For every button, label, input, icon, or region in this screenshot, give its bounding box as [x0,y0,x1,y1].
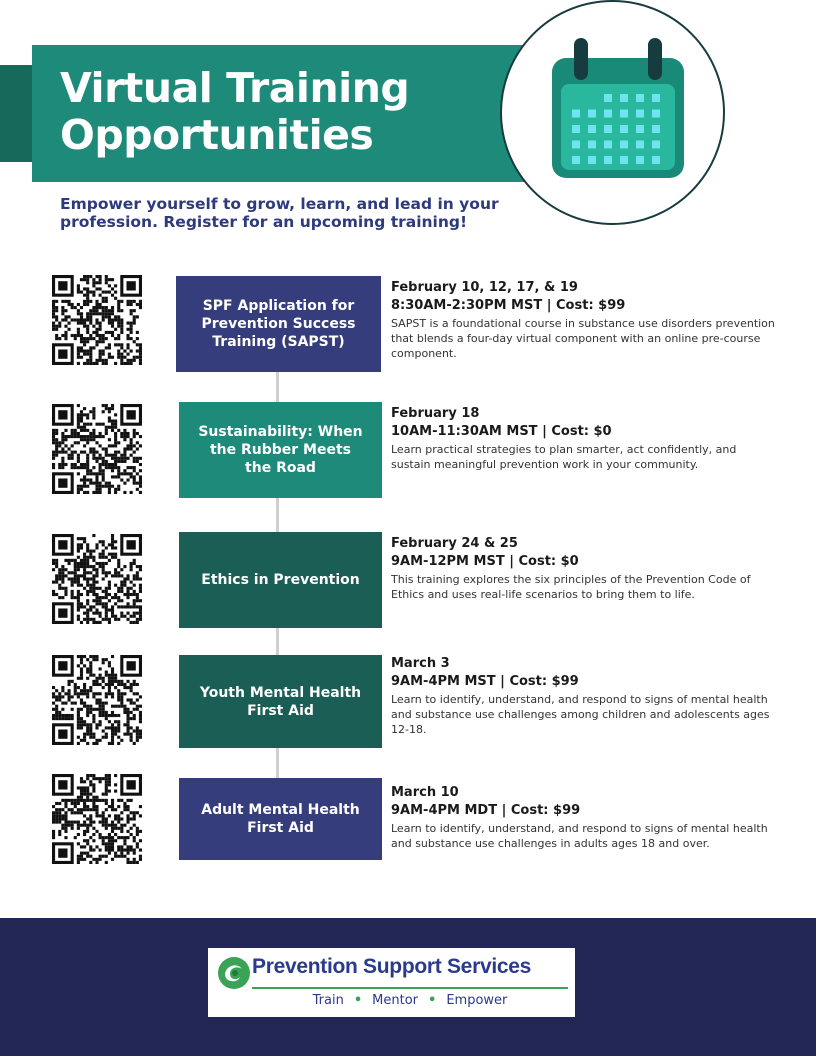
training-description: Learn to identify, understand, and respond to signs of mental health and substance use challenges in adults ages 18 and over. [391,822,768,850]
training-title-sapst: SPF Application for Prevention Success Training (SAPST) [176,276,381,372]
training-time-cost: 8:30AM-2:30PM MST | Cost: $99 [391,298,626,313]
training-time-cost: 10AM-11:30AM MST | Cost: $0 [391,424,612,439]
training-time-cost: 9AM-4PM MDT | Cost: $99 [391,803,581,818]
logo-name: Prevention Support Services [252,955,531,978]
training-description: SAPST is a foundational course in substance use disorders prevention that blends a four-day virtual component with an online pre-course component. [391,317,775,360]
training-info [391,535,776,602]
qr-code-icon[interactable] [52,275,142,365]
training-info [391,655,776,737]
qr-code-icon[interactable] [52,534,142,624]
training-info [391,405,776,472]
training-title-youth-mhfa: Youth Mental Health First Aid [179,655,382,748]
training-title-sustainability: Sustainability: When the Rubber Meets the Road [179,402,382,498]
training-date: February 18 [391,406,480,421]
logo-separator: • [353,993,363,1008]
qr-code-icon[interactable] [52,774,142,864]
training-date: February 10, 12, 17, & 19 [391,280,578,295]
page-title: Virtual Training Opportunities [60,64,410,159]
header-accent-bar [0,65,32,162]
training-description: This training explores the six principles of the Prevention Code of Ethics and uses real-life scenarios to bring them to life. [391,573,751,601]
organization-logo[interactable] [208,948,575,1017]
qr-code-icon[interactable] [52,655,142,745]
training-date: February 24 & 25 [391,536,518,551]
training-title-ethics: Ethics in Prevention [179,532,382,628]
logo-tag-empower: Empower [446,993,508,1008]
training-info [391,784,776,851]
logo-swirl-icon [216,955,252,991]
training-date: March 10 [391,785,459,800]
training-description: Learn practical strategies to plan smarter, act confidently, and sustain meaningful prevention work in your community. [391,443,737,471]
training-description: Learn to identify, understand, and respond to signs of mental health and substance use challenges among children and adolescents ages 12-18. [391,693,770,736]
training-title-adult-mhfa: Adult Mental Health First Aid [179,778,382,860]
training-time-cost: 9AM-12PM MST | Cost: $0 [391,554,579,569]
logo-rule [252,987,568,989]
qr-code-icon[interactable] [52,404,142,494]
tagline: Empower yourself to grow, learn, and lead in your profession. Register for an upcoming training! [60,195,499,231]
logo-separator: • [428,993,437,1008]
logo-tag-mentor: Mentor [372,993,418,1008]
logo-tagline [252,993,568,1008]
calendar-icon [552,38,684,178]
training-info [391,279,776,361]
training-time-cost: 9AM-4PM MST | Cost: $99 [391,674,579,689]
logo-tag-train: Train [312,993,344,1008]
training-date: March 3 [391,656,450,671]
